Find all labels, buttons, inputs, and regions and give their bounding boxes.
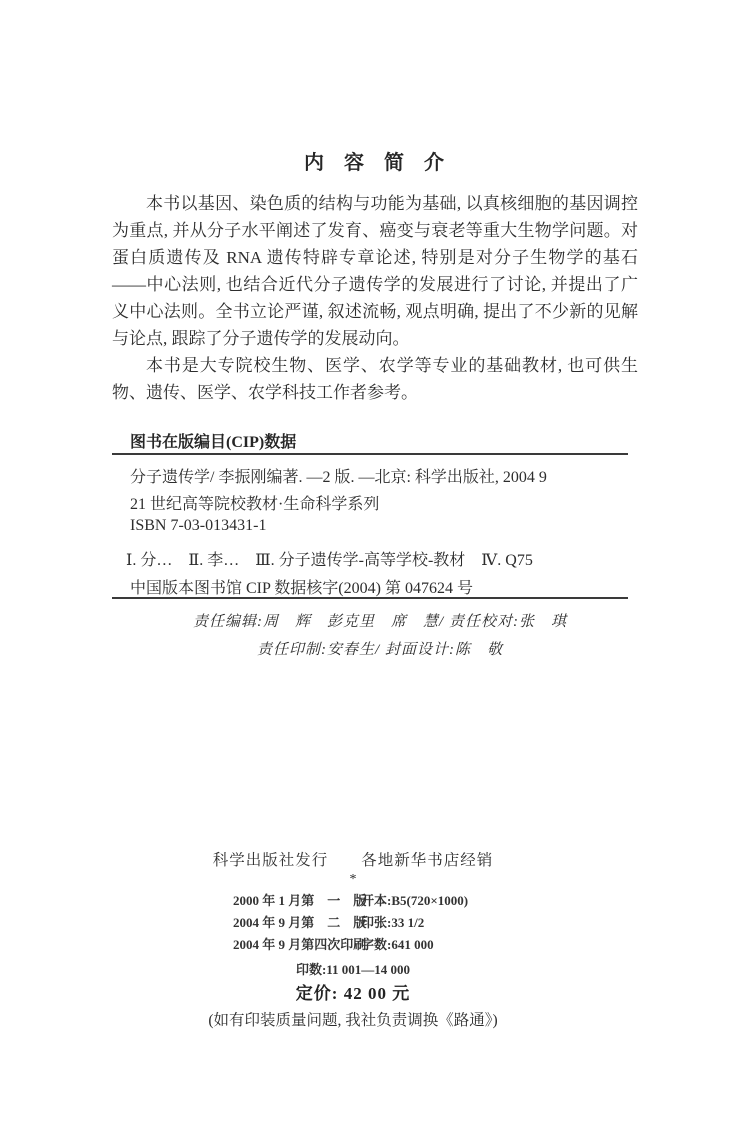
edition-spec: 开本:B5(720×1000) [361, 893, 469, 908]
cip-classification: Ⅰ. 分… Ⅱ. 李… Ⅲ. 分子遗传学-高等学校-教材 Ⅳ. Q75 [126, 552, 533, 569]
distribution-line: 科学出版社发行 各地新华书店经销 [212, 852, 494, 869]
cip-series-line: 21 世纪高等院校教材·生命科学系列 [130, 496, 380, 513]
edition-row [233, 890, 468, 912]
quality-note: (如有印装质量问题, 我社负责调换《路通》) [208, 1012, 498, 1029]
intro-paragraph-2: 本书是大专院校生物、医学、农学等专业的基础教材, 也可供生物、遗传、医学、农学科技工作者参考。 [112, 356, 638, 402]
edition-row [233, 934, 468, 956]
cip-isbn: ISBN 7-03-013431-1 [130, 517, 267, 534]
cip-divider-bottom [112, 597, 628, 599]
cip-book-line: 分子遗传学/ 李振刚编著. —2 版. —北京: 科学出版社, 2004 9 [130, 469, 547, 486]
credits-printing: 责任印制:安春生/ 封面设计:陈 敬 [257, 642, 503, 658]
price-line: 定价: 42 00 元 [295, 984, 411, 1003]
cip-header: 图书在版编目(CIP)数据 [130, 434, 297, 451]
asterisk-separator: * [349, 872, 357, 887]
edition-spec: 字数:641 000 [361, 937, 434, 952]
edition-row [233, 912, 468, 934]
edition-date: 2000 年 1 月第 一 版 [233, 893, 367, 908]
page-title: 内 容 简 介 [304, 152, 444, 174]
intro-section [112, 190, 638, 406]
edition-date: 2004 年 9 月第 二 版 [233, 915, 367, 930]
credits-editors: 责任编辑:周 辉 彭克里 席 慧/ 责任校对:张 琪 [193, 614, 567, 630]
print-run-line: 印数:11 001—14 000 [295, 962, 411, 977]
cip-record-number: 中国版本图书馆 CIP 数据核字(2004) 第 047624 号 [130, 580, 473, 597]
edition-table [233, 890, 468, 956]
intro-paragraph-1: 本书以基因、染色质的结构与功能为基础, 以真核细胞的基因调控为重点, 并从分子水平阐述了发育、癌变与衰老等重大生物学问题。对蛋白质遗传及 RNA 遗传特辟专章论述, 特别是对分子生物学的基石——中心法则, 也结合近代分子遗传学的发展进行了讨论, 并提出了广义中心法则。全书立论严谨, 叙述流畅, 观点明确, 提出了不少新的见解与论点, 跟踪了分子遗传学的发展动向。 [112, 194, 638, 348]
edition-date: 2004 年 9 月第四次印刷 [233, 937, 367, 952]
cip-divider-top [112, 453, 628, 455]
edition-spec: 印张:33 1/2 [361, 915, 425, 930]
